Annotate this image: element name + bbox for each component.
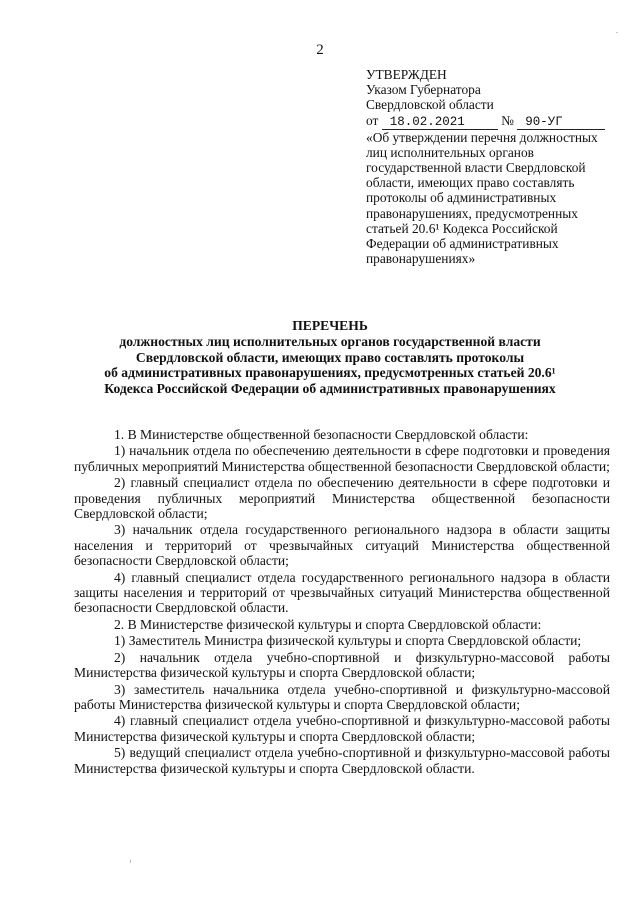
section-heading: 1. В Министерстве общественной безопасности Свердловской области: [114, 427, 529, 442]
approval-region: Свердловской области [366, 97, 494, 113]
title-heading: ПЕРЕЧЕНЬ [292, 318, 368, 333]
list-item: 1) Заместитель Министра физической культуры и спорта Свердловской области; [114, 633, 582, 649]
list-item: 3) начальник отдела государственного регионального надзора в области защиты населения и территорий от чрезвычайных ситуаций Министерства общественной безопасности Свердловской области; [74, 522, 610, 569]
list-item: 4) главный специалист отдела государственного регионального надзора в области защиты населения и территорий от чрезвычайных ситуаций Министерства общественной безопасности Свердловской области. [74, 569, 610, 616]
document-title [60, 318, 600, 396]
list-item: 2) главный специалист отдела по обеспечению деятельности в сфере подготовки и проведения публичных мероприятий Министерства общественной безопасности Свердловской области; [74, 475, 610, 522]
list-item: 1) начальник отдела по обеспечению деятельности в сфере подготовки и проведения публичных мероприятий Министерства общественной безопасности Свердловской области; [74, 443, 610, 474]
section-heading: 2. В Министерстве физической культуры и спорта Свердловской области: [114, 616, 542, 632]
list-item: 3) заместитель начальника отдела учебно-спортивной и физкультурно-массовой работы Министерства физической культуры и спорта Свердловской области; [74, 681, 610, 712]
page-number: 2 [316, 42, 324, 58]
scan-speck [616, 32, 618, 33]
scan-speck [130, 860, 131, 863]
list-item: 5) ведущий специалист отдела учебно-спортивной и физкультурно-массовой работы Министерства физической культуры и спорта Свердловской области. [74, 745, 610, 776]
approval-date-line [366, 113, 616, 130]
decree-date: 18.02.2021 [382, 116, 498, 130]
list-item: 4) главный специалист отдела учебно-спортивной и физкультурно-массовой работы Министерства физической культуры и спорта Свердловской области; [74, 713, 610, 744]
title-line-2: Свердловской области, имеющих право составлять протоколы [135, 349, 525, 365]
approval-authority: Указом Губернатора [366, 82, 481, 98]
approval-stamp [366, 67, 616, 266]
document-body [74, 427, 610, 777]
title-line-4: Кодекса Российской Федерации об административных правонарушениях [104, 380, 556, 396]
title-line-1: должностных лиц исполнительных органов государственной власти [119, 334, 541, 350]
date-prefix: от [366, 112, 379, 128]
list-item: 2) начальник отдела учебно-спортивной и физкультурно-массовой работы Министерства физической культуры и спорта Свердловской области; [74, 649, 610, 681]
decree-number: 90-УГ [517, 116, 605, 130]
approval-status: УТВЕРЖДЕН [366, 67, 447, 82]
title-line-3: об административных правонарушениях, предусмотренных статьей 20.6¹ [104, 365, 556, 381]
number-sign: № [501, 112, 514, 128]
decree-title: «Об утверждении перечня должностных лиц исполнительных органов государственной власти Свердловской области, имеющих право составлять протоколы об административных правонарушениях, предусмотренных статьей 20.6¹ Кодекса Российской Федерации об административных правонарушениях» [366, 129, 598, 267]
